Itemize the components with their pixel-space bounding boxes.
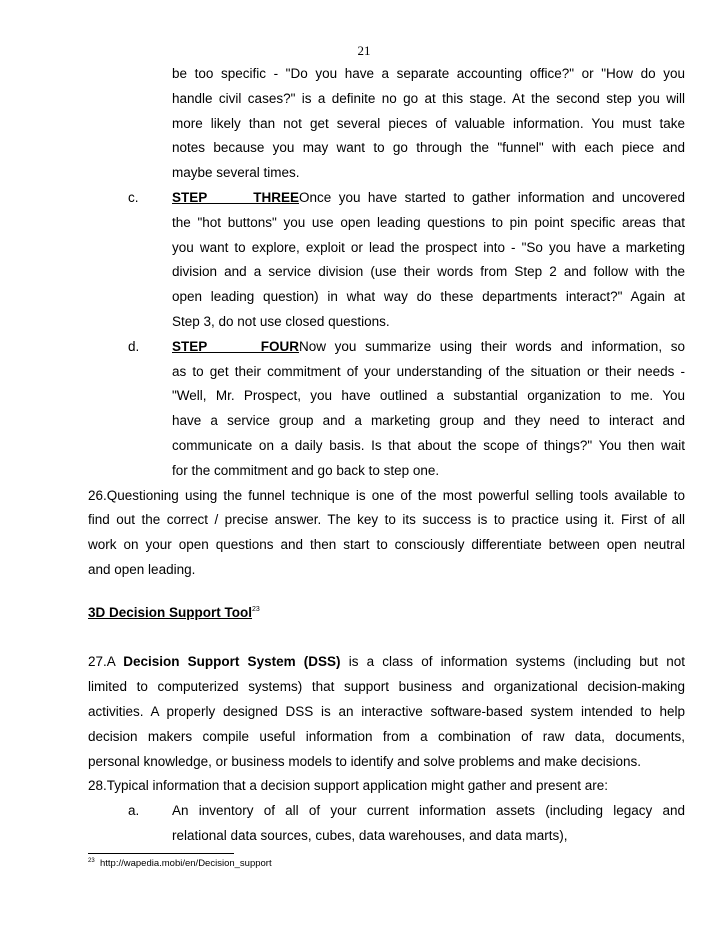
para27-first-line: 27.A Decision Support System (DSS) is a class of information systems (including but not: [88, 654, 685, 670]
step-three-line: Step 3, do not use closed questions.: [172, 313, 390, 329]
section-heading: 3D Decision Support Tool$^{23}$: [88, 604, 260, 620]
continuation-line: maybe several times.: [172, 165, 300, 181]
list-letter: d.: [128, 338, 140, 354]
item-a-first-line: An inventory of all of your current information assets (including legacy and: [172, 803, 685, 819]
continuation-line: notes because you may want to go through the "funnel" with each piece and: [172, 140, 685, 156]
dss-term: Decision Support System (DSS): [123, 654, 341, 670]
continuation-line: more likely than not get several pieces of valuable information. You must take: [172, 115, 685, 131]
step-three-item: [88, 186, 685, 211]
para27-line: limited to computerized systems) that support business and organizational decision-making: [88, 679, 685, 695]
step-four-line: for the commitment and go back to step one.: [172, 462, 440, 478]
continuation-line: be too specific - "Do you have a separate accounting office?" or "How do you: [172, 66, 685, 81]
step-four-line: communicate on a daily basis. Is that about the scope of things?" You then wait: [172, 437, 685, 453]
footnote-link[interactable]: http://wapedia.mobi/en/Decision_support: [99, 858, 272, 869]
para27-line: decision makers compile useful information from a combination of raw data, documents,: [88, 728, 685, 744]
step-four-first-line: STEP FOURNow you summarize using their words and information, so: [172, 335, 685, 360]
step-four-line: as to get their commitment of your understanding of the situation or their needs -: [172, 363, 685, 379]
item-a-line: relational data sources, cubes, data warehouses, and data marts),: [172, 827, 568, 843]
step-four-line: "Well, Mr. Prospect, you have outlined a substantial organization to me. You: [172, 388, 685, 404]
para26-line: and open leading.: [88, 561, 196, 577]
para26-line: 26.Questioning using the funnel technique is one of the most powerful selling tools available to: [88, 487, 685, 503]
step-three-label: STEP THREE: [172, 189, 299, 205]
para27-line: personal knowledge, or business models to identify and solve problems and make decisions.: [88, 753, 642, 769]
step-three-first-line: STEP THREEOnce you have started to gather information and uncovered: [172, 186, 685, 211]
step-three-line: open leading question) in what way do these departments interact?" Again at: [172, 289, 685, 305]
step-four-item: [88, 335, 685, 360]
footnote-divider: [88, 853, 234, 854]
step-four-line: have a service group and a marketing group and they need to interact and: [172, 413, 685, 429]
step-three-line: you want to explore, exploit or lead the prospect into - "So you have a marketing: [172, 239, 685, 255]
body-text: [88, 62, 685, 849]
step-four-label: STEP FOUR: [172, 338, 299, 354]
para26-line: find out the correct / precise answer. The key to its success is to practice using it. First of all: [88, 512, 685, 528]
para26-line: work on your open questions and then start to consciously differentiate between open neutral: [88, 537, 685, 553]
footnote: [88, 858, 272, 869]
step-three-line: division and a service division (use their words from Step 2 and follow with the: [172, 264, 685, 280]
para28-line: 28.Typical information that a decision support application might gather and present are:: [88, 778, 609, 794]
list-letter: a.: [128, 803, 140, 819]
footnote-number: 23: [88, 858, 95, 864]
page-number: 21: [357, 43, 371, 58]
item-a: [88, 799, 685, 824]
footnote-ref: 23: [252, 605, 260, 613]
step-three-line: the "hot buttons" you use open leading questions to pin point specific areas that: [172, 214, 685, 230]
para27-line: activities. A properly designed DSS is an interactive software-based system intended to help: [88, 703, 685, 719]
list-letter: c.: [128, 189, 139, 205]
continuation-line: handle civil cases?" is a definite no go at this stage. At the second step you will: [172, 90, 685, 106]
